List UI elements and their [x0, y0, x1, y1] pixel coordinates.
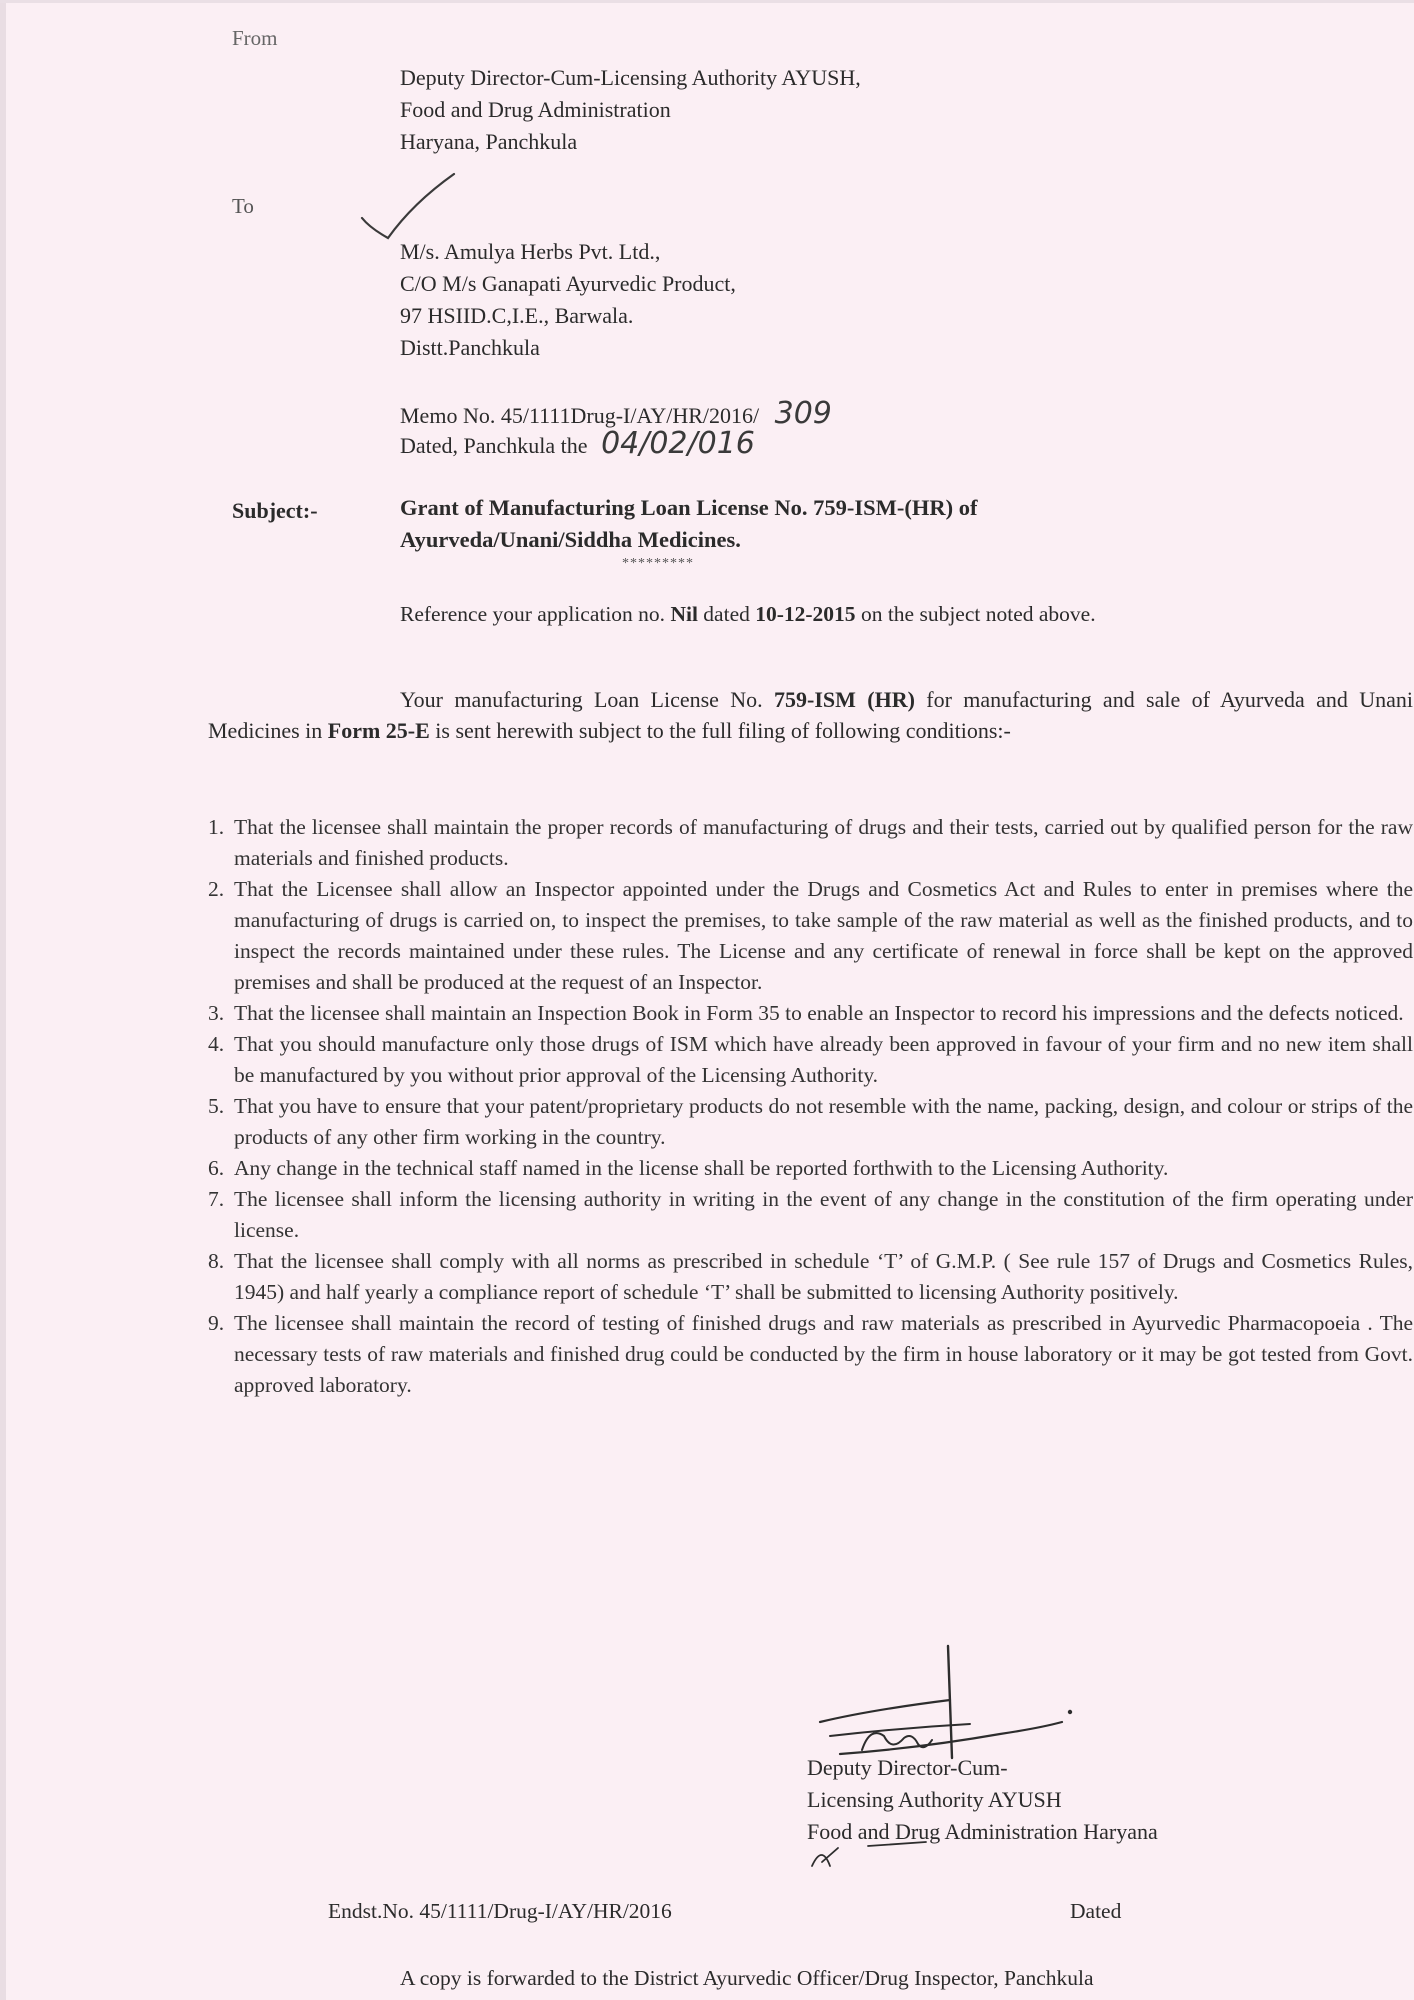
condition-number: 3. — [208, 1001, 225, 1025]
body-paragraph — [208, 684, 1413, 746]
reference-text-1: Reference your application no. — [400, 602, 666, 626]
reference-text-2: dated — [703, 602, 750, 626]
subject-heading — [400, 492, 977, 572]
endorsement-number: Endst.No. 45/1111/Drug-I/AY/HR/2016 — [328, 1899, 672, 1923]
dated-label: Dated, Panchkula the — [400, 433, 588, 458]
subject-label: Subject:- — [232, 498, 318, 523]
form-number: Form 25-E — [327, 718, 430, 743]
body-text-3: is sent herewith subject to the full filing of following conditions:- — [435, 718, 1011, 743]
scan-left-edge — [0, 0, 6, 2000]
condition-item — [208, 1029, 1413, 1091]
sender-address — [400, 62, 861, 158]
signatory-line-3: Food and Drug Administration Haryana — [807, 1819, 1158, 1844]
condition-text: That the licensee shall maintain an Inspection Book in Form 35 to enable an Inspector to record his impressions and the defects noticed. — [234, 1001, 1404, 1025]
body-text-2: for manufacturing and sale of Ayurveda and Unani Medicines in — [208, 687, 1414, 743]
scan-top-edge — [0, 0, 1414, 3]
condition-item — [208, 1091, 1413, 1153]
sender-line-1: Deputy Director-Cum-Licensing Authority AYUSH, — [400, 65, 861, 90]
subject-separator: ********* — [622, 556, 694, 571]
condition-item — [208, 1246, 1413, 1308]
condition-number: 1. — [208, 815, 225, 839]
condition-item — [208, 812, 1413, 874]
condition-text: Any change in the technical staff named in the license shall be reported forthwith to the Licensing Authority. — [234, 1156, 1169, 1180]
recipient-address — [400, 236, 736, 364]
signature-block — [807, 1752, 1158, 1848]
signatory-line-2: Licensing Authority AYUSH — [807, 1787, 1062, 1812]
condition-number: 7. — [208, 1187, 225, 1211]
copy-forwarded-line: A copy is forwarded to the District Ayurvedic Officer/Drug Inspector, Panchkula — [400, 1966, 1094, 1990]
body-text-1: Your manufacturing Loan License No. — [400, 687, 763, 712]
recipient-line-4: Distt.Panchkula — [400, 335, 540, 360]
condition-item — [208, 998, 1413, 1029]
condition-text: That the Licensee shall allow an Inspector appointed under the Drugs and Cosmetics Act and Rules to enter in premises where the manufacturing of drugs is carried on, to inspect the premises, to take sample of the raw material as well as the finished products, and to inspect the records maintained under these rules. The License and any certificate of renewal in force shall be kept on the approved premises and shall be produced at the request of an Inspector. — [234, 877, 1413, 994]
conditions-list — [208, 812, 1413, 1401]
from-label: From — [232, 26, 278, 50]
memo-date — [400, 428, 755, 462]
subject-line-2: Ayurveda/Unani/Siddha Medicines. — [400, 527, 741, 552]
sender-line-3: Haryana, Panchkula — [400, 129, 578, 154]
condition-number: 4. — [208, 1032, 225, 1056]
condition-item — [208, 1153, 1413, 1184]
reference-text-3: on the subject noted above. — [860, 602, 1096, 626]
recipient-line-3: 97 HSIID.C,I.E., Barwala. — [400, 303, 634, 328]
condition-text: That the licensee shall comply with all norms as prescribed in schedule ‘T’ of G.M.P. ( See rule 157 of Drugs and Cosmetics Rules, 1945) and half yearly a compliance report of schedule ‘T’ shall be submitted to licensing Authority positively. — [234, 1249, 1413, 1304]
memo-handwritten-number: 309 — [774, 396, 832, 431]
condition-text: The licensee shall maintain the record of testing of finished drugs and raw materials as prescribed in Ayurvedic Pharmacopoeia . The necessary tests of raw materials and finished drug could be conducted by the firm in house laboratory or it may be got tested from Govt. approved laboratory. — [234, 1311, 1413, 1397]
license-number: 759-ISM (HR) — [774, 687, 915, 712]
signatory-line-1: Deputy Director-Cum- — [807, 1755, 1008, 1780]
condition-item — [208, 1184, 1413, 1246]
signature-icon — [800, 1640, 1080, 1770]
condition-number: 5. — [208, 1094, 225, 1118]
condition-text: That you have to ensure that your patent/proprietary products do not resemble with the name, packing, design, and colour or strips of the products of any other firm working in the country. — [234, 1094, 1413, 1149]
condition-item — [208, 1308, 1413, 1401]
application-number: Nil — [670, 602, 698, 626]
endorsement-dated: Dated — [1070, 1899, 1122, 1923]
subject-line-1: Grant of Manufacturing Loan License No. 759-ISM-(HR) of — [400, 495, 978, 520]
condition-text: The licensee shall inform the licensing authority in writing in the event of any change in the constitution of the firm operating under license. — [234, 1187, 1413, 1242]
condition-text: That the licensee shall maintain the proper records of manufacturing of drugs and their tests, carried out by qualified person for the raw materials and finished products. — [234, 815, 1413, 870]
condition-text: That you should manufacture only those drugs of ISM which have already been approved in favour of your firm and no new item shall be manufactured by you without prior approval of the Licensing Authority. — [234, 1032, 1413, 1087]
condition-number: 8. — [208, 1249, 225, 1273]
recipient-line-2: C/O M/s Ganapati Ayurvedic Product, — [400, 271, 736, 296]
handwritten-date: 04/02/016 — [601, 426, 755, 461]
condition-number: 2. — [208, 877, 225, 901]
sender-line-2: Food and Drug Administration — [400, 97, 671, 122]
to-label: To — [232, 194, 254, 218]
recipient-line-1: M/s. Amulya Herbs Pvt. Ltd., — [400, 239, 661, 264]
condition-number: 9. — [208, 1311, 225, 1335]
condition-number: 6. — [208, 1156, 225, 1180]
reference-line — [400, 598, 1096, 630]
application-date: 10-12-2015 — [755, 602, 856, 626]
memo-label: Memo No. 45/1111Drug-I/AY/HR/2016/ — [400, 403, 760, 428]
condition-item — [208, 874, 1413, 998]
initials-mark-icon — [808, 1836, 938, 1886]
